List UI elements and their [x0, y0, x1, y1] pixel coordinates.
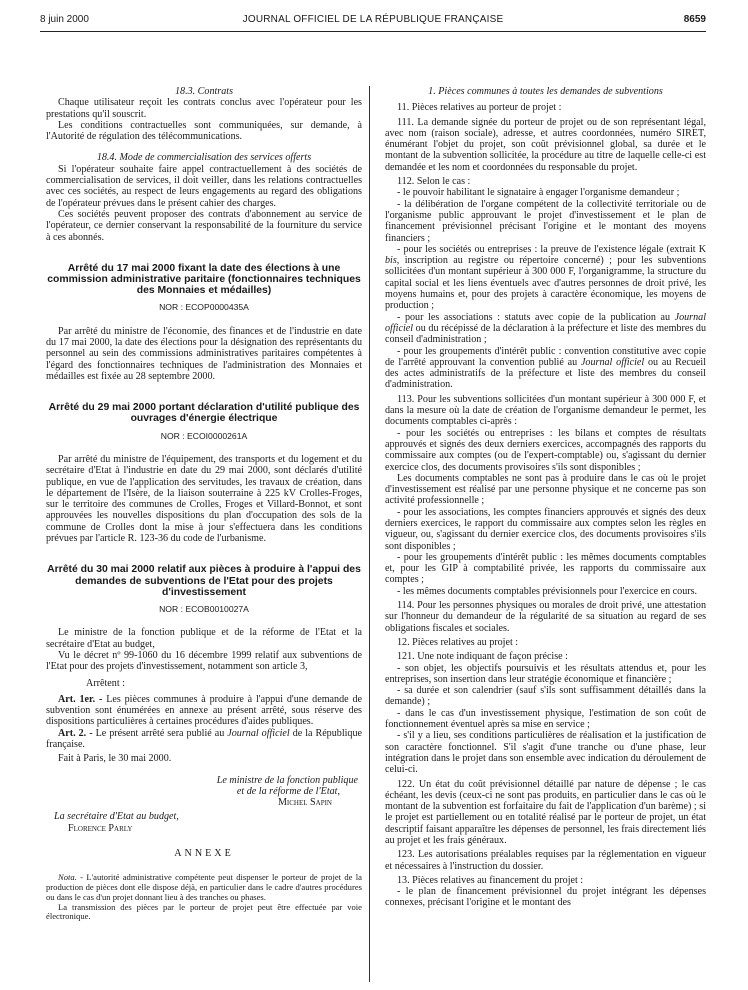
annex-dash-item: - s'il y a lieu, ses conditions particulières de réalisation et la justification de son caractère fonctionnel. S'il s'agit d'une tranche ou d'une phase, leur intégration dans le projet dans son ensemble avec indication du déroulement de celui-ci.	[385, 730, 706, 776]
annex-dash-item: - dans le cas d'un investissement physique, l'estimation de son coût de fonctionnement éventuel après sa mise en service ;	[385, 707, 706, 731]
decree-2-nor: NOR : ECOI0000261A	[160, 430, 248, 441]
article-2-text: Le présent arrêté sera publié au	[95, 727, 225, 739]
section-18-3-paragraph: Chaque utilisateur reçoit les contrats conclus avec l'opérateur pour les prestations qu'il souscrit.	[46, 97, 362, 120]
nota-text: L'autorité administrative compétente peut dispenser le porteur de projet de la production de pièces dont elle dispose déjà, en particulier dans le cadre d'autres procédures ou dans le cas d'un projet donnant lieu à des tranches ou phases.	[46, 872, 363, 902]
signature-1-name: Michel Sapin	[277, 797, 332, 809]
section-18-4-paragraph: Si l'opérateur souhaite faire appel contractuellement à des sociétés de commercialisation de services, il doit veiller, dans les relations contractuelles avec ces sociétés, au respect de leurs engagements au regard des obligations de l'opérateur prévues dans le présent cahier des charges.	[46, 163, 362, 209]
column-divider	[369, 86, 370, 982]
annex-item-13: 13. Pièces relatives au financement du projet :	[397, 874, 584, 886]
decree-3-paragraph: Vu le décret nº 99-1060 du 16 décembre 1999 relatif aux subventions de l'Etat pour des projets d'investissement, notamment son article 3,	[46, 649, 362, 673]
annex-dash-item: - la délibération de l'organe compétent de la collectivité territoriale ou de l'organisme public approuvant le projet d'investissement et le plan de financement prévisionnel précisant l'origine et le montant des moyens financiers ;	[385, 198, 706, 244]
annex-dash-item	[385, 312, 706, 346]
decree-1-title: Arrêté du 17 mai 2000 fixant la date des élections à une commission administrative paritaire (fonctionnaires techniques des Monnaies et médailles)	[47, 262, 361, 297]
annex-dash-item	[385, 346, 706, 391]
annex-item-11: 11. Pièces relatives au porteur de projet :	[397, 102, 562, 114]
dash-text-end: , inscription au registre ou répertoire concerné) ; pour les subventions sollicitées d'un montant supérieur à 300 000 F, l'organigramme, la structure du capital social et les liens éventuels avec d'autres personnes de droit privé, les moyens humains et, pour des projets à caractère économique, les moyens de production ;	[385, 255, 706, 312]
article-1-label: Art. 1er. -	[58, 693, 103, 705]
article-2-text-end: de la République française.	[46, 727, 363, 750]
dash-text-end: ou au Recueil des actes administratifs de la préfecture et liste des membres du conseil d'administration.	[385, 356, 706, 391]
left-column	[46, 86, 362, 922]
section-18-4-paragraph: Ces sociétés peuvent proposer des contrats d'abonnement au service de l'opérateur, ce dernier conservant la responsabilité de la fourniture du service à ces abonnés.	[46, 208, 362, 243]
decree-1-paragraph: Par arrêté du ministre de l'économie, des finances et de l'industrie en date du 17 mai 2000, la date des élections pour la désignation des représentants du personnel au sein des commissions administratives paritaires compétentes à l'égard des fonctionnaires techniques de l'administration des Monnaies et médailles est fixée au 28 septembre 2000.	[46, 325, 362, 382]
right-column	[385, 86, 706, 909]
annex-item-123: 123. Les autorisations préalables requises par la réglementation en vigueur et nécessaires à l'instruction du dossier.	[385, 849, 706, 872]
article-2-label: Art. 2. -	[58, 727, 93, 739]
page-header	[40, 14, 706, 28]
header-rule	[40, 31, 706, 32]
annex-item-12: 12. Pièces relatives au projet :	[397, 636, 519, 648]
annex-dash-item: - le pouvoir habilitant le signataire à engager l'organisme demandeur ;	[397, 187, 680, 199]
dash-text: - pour les groupements d'intérêt public : convention constitutive avec copie de l'arrêté approuvant la convention publié au	[385, 345, 706, 368]
header-date: 8 juin 2000	[40, 14, 89, 25]
article-2-journal: Journal officiel	[227, 727, 290, 739]
annex-dash-item: - pour les associations, les comptes financiers approuvés et signés des deux derniers exercices, le rapport du commissaire aux comptes selon les règles en vigueur, ou, s'agissant du dernier exercice clos, des documents provisoires s'ils sont disponibles ;	[385, 506, 706, 552]
article-1-text: Les pièces communes à produire à l'appui d'une demande de subvention sont énumérées en annexe au présent arrêté, sous réserve des dispositions particulières à certaines procédures d'aides publiques.	[46, 693, 362, 728]
decree-2-title: Arrêté du 29 mai 2000 portant déclaration d'utilité publique des ouvrages d'énergie électrique	[48, 402, 360, 425]
section-18-3-title: 18.3. Contrats	[174, 86, 234, 97]
annex-dash-item: - le plan de financement prévisionnel du projet intégrant les dépenses connexes, précisant l'origine et le montant des	[385, 886, 706, 909]
article-2	[46, 728, 362, 751]
dash-text-end: ou du récépissé de la déclaration à la préfecture et liste des membres du conseil d'administration ;	[385, 322, 706, 346]
annex-dash-item	[385, 244, 706, 312]
annexe-heading: ANNEXE	[174, 847, 234, 859]
annex-item-113: 113. Pour les subventions sollicitées d'un montant supérieur à 300 000 F, et dans la mesure où la date de création de l'organisme demandeur le permet, les documents comptables ci-après :	[385, 393, 706, 428]
fait-a-paris: Fait à Paris, le 30 mai 2000.	[58, 753, 172, 765]
decree-3-paragraph: Le ministre de la fonction publique et de la réforme de l'Etat et la secrétaire d'Etat au budget,	[46, 627, 362, 650]
header-journal-title: JOURNAL OFFICIEL DE LA RÉPUBLIQUE FRANÇAISE	[242, 14, 504, 25]
section-18-3-paragraph: Les conditions contractuelles sont communiquées, sur demande, à l'Autorité de régulation des télécommunications.	[46, 119, 362, 143]
annex-item-112: 112. Selon le cas :	[397, 176, 471, 188]
article-1	[46, 694, 362, 728]
nota-paragraph	[46, 873, 362, 902]
annex-dash-item: - les mêmes documents comptables prévisionnels pour l'exercice en cours.	[397, 585, 698, 597]
annex-dash-item: - son objet, les objectifs poursuivis et les résultats attendus et, pour les entreprises, son insertion dans leur stratégie économique et financière ;	[385, 662, 706, 685]
annex-paragraph: Les documents comptables ne sont pas à produire dans le cas où le projet d'investissement est réalisé par une personne physique et ne concerne pas son activité professionnelle ;	[385, 472, 706, 507]
dash-text: - pour les associations : statuts avec copie de la publication au	[397, 311, 670, 323]
section-18-4-title: 18.4. Mode de commercialisation des services offerts	[96, 152, 312, 164]
signature-1-line-2: et de la réforme de l'Etat,	[236, 785, 340, 797]
annex-item-114: 114. Pour les personnes physiques ou morales de droit privé, une attestation sur l'honneur du demandeur de la régularité de sa situation au regard de ses obligations fiscales et sociales.	[385, 600, 706, 634]
decree-3-arretent: Arrêtent :	[86, 678, 125, 690]
decree-1-nor: NOR : ECOP0000435A	[159, 302, 249, 313]
dash-text: - pour les sociétés ou entreprises : la preuve de l'existence légale (extrait K	[397, 243, 706, 255]
annex-item-111: 111. La demande signée du porteur de projet ou de son représentant légal, avec nom (raison sociale), adresse, et autres coordonnées, numéro SIRET, énumérant l'objet du projet, son coût prévisionnel global, sa durée et le montant de la subvention sollicitée, la procédure au titre de laquelle celle-ci est demandée et les nom et coordonnées du responsable du projet.	[385, 116, 706, 173]
decree-3-title: Arrêté du 30 mai 2000 relatif aux pièces à produire à l'appui des demandes de subventions de l'Etat pour des projets d'investissement	[47, 564, 361, 598]
annex-dash-item: - pour les sociétés ou entreprises : les bilans et comptes de résultats approuvés et signés des deux derniers exercices, accompagnés des rapports du commissaire aux comptes (ou de l'expert-comptable) ou, s'agissant du dernier exercice clos, des documents provisoires s'ils sont disponibles ;	[385, 427, 706, 473]
nota-paragraph-2: La transmission des pièces par le porteur de projet peut être effectuée par voie électronique.	[46, 901, 362, 922]
signature-2-name: Florence Parly	[68, 822, 133, 834]
dash-italic: bis	[385, 255, 397, 267]
nota-label: Nota. -	[58, 872, 84, 883]
annex-dash-item: - pour les groupements d'intérêt public : les mêmes documents comptables et, pour les GIP à comptabilité privée, les rapports du commissaire aux comptes ;	[385, 551, 706, 586]
annex-item-122: 122. Un état du coût prévisionnel détaillé par nature de dépense ; le cas échéant, les devis (ceux-ci ne sont pas produits, en particulier dans le cas où le montant de la subvention est forfaitaire du fait de l'application d'un barème) ; si le projet est partiellement ou en totalité réalisé par le porteur de projet, un état descriptif faisant apparaître les dépenses de personnel, les frais directement liés au projet et les frais généraux.	[385, 778, 706, 846]
dash-italic: Journal officiel	[580, 356, 645, 368]
annex-item-121: 121. Une note indiquant de façon précise :	[397, 651, 568, 663]
signature-1-line-1: Le ministre de la fonction publique	[216, 774, 358, 786]
header-page-number: 8659	[683, 14, 706, 25]
signature-2-line-1: La secrétaire d'Etat au budget,	[54, 811, 179, 823]
decree-2-paragraph: Par arrêté du ministre de l'équipement, des transports et du logement et du secrétaire d'Etat à l'industrie en date du 29 mai 2000, sont déclarés d'utilité publique, en vue de l'application des servitudes, les travaux de création, dans le département de l'Isère, de la liaison souterraine à 225 kV Crolles-Froges, sur le territoire des communes de Crolles, Froges et Villard-Bonnot, et sont approuvées les nouvelles dispositions du plan d'occupation des sols de la commune de Crolles dont la mise à jour s'effectuera dans les conditions prévues par l'article R. 123-36 du code de l'urbanisme.	[46, 453, 362, 545]
annex-section-1-heading: 1. Pièces communes à toutes les demandes de subventions	[428, 86, 663, 97]
dash-italic: Journal officiel	[385, 311, 706, 334]
decree-3-nor: NOR : ECOB0010027A	[159, 603, 249, 614]
annex-dash-item: - sa durée et son calendrier (sauf s'ils sont suffisamment détaillés dans la demande) ;	[385, 685, 706, 708]
